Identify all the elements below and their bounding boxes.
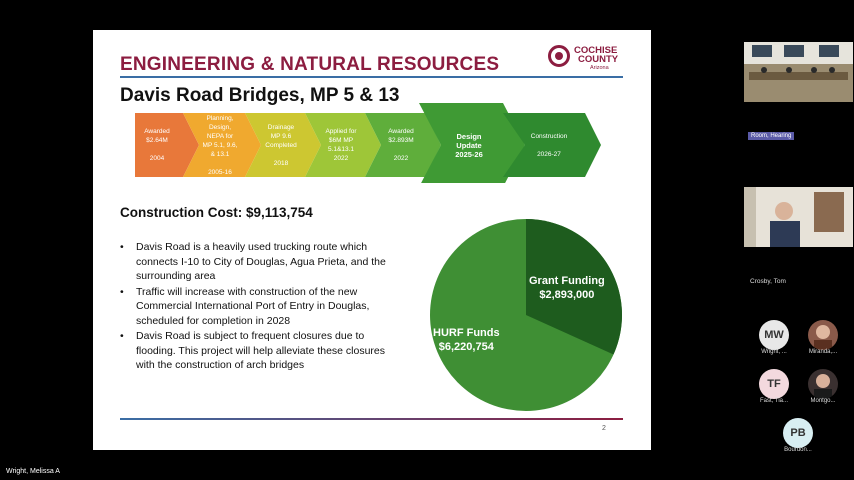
- participant-name: Wright, ...: [761, 349, 787, 355]
- bullet-list: [120, 240, 406, 373]
- room-name-tag: Room, Hearing: [748, 132, 794, 140]
- participant-avatar-photo[interactable]: [808, 369, 838, 399]
- pie-label-hurf: [433, 326, 500, 354]
- logo-emblem-icon: [548, 45, 570, 67]
- participant-avatar-photo[interactable]: [808, 320, 838, 350]
- timeline-step-label: [434, 113, 504, 177]
- timeline-step-line: Awarded: [144, 128, 170, 135]
- slide-subtitle: Davis Road Bridges, MP 5 & 13: [120, 85, 400, 106]
- timeline-step-line: $2.64M: [146, 137, 168, 144]
- title-rule: [120, 76, 623, 78]
- page-number: 2: [602, 425, 606, 432]
- construction-cost: Construction Cost: $9,113,754: [120, 205, 313, 220]
- presenter-video-frame: [744, 187, 853, 247]
- timeline-step-line: 5.1&13.1: [327, 146, 355, 153]
- timeline-step-line: & 13.1: [210, 150, 230, 158]
- presenter-video-tile[interactable]: [744, 187, 853, 247]
- timeline-step-line: Design: [456, 131, 482, 141]
- bullet-item: • Davis Road is subject to frequent closures due to flooding. This project will help alleviate these closures with the construction of arch bridges: [136, 329, 406, 373]
- timeline-step-line: $6M MP: [328, 137, 354, 144]
- timeline-step-line: Awarded: [388, 128, 414, 135]
- avatar-initials: PB: [790, 427, 806, 439]
- timeline-step-label: [190, 113, 250, 177]
- timeline-step-line: Construction: [530, 132, 568, 140]
- timeline-step-label: [127, 113, 187, 177]
- timeline-step-line: Planning,: [206, 114, 234, 122]
- participant-avatar-tf[interactable]: [759, 369, 789, 399]
- funding-pie-chart: [429, 218, 623, 412]
- timeline-step-line: Drainage: [267, 123, 295, 131]
- timeline-step-line: MP 9.6: [270, 132, 292, 140]
- presenter-name: Crosby, Tom: [750, 278, 786, 285]
- timeline-step-line: 2022: [333, 155, 349, 162]
- participant-name: Bourdon...: [784, 447, 812, 453]
- grant-value: $2,893,000: [539, 289, 595, 301]
- avatar-initials: MW: [764, 329, 784, 341]
- shared-slide: [93, 30, 651, 450]
- avatar-initials: TF: [767, 378, 781, 390]
- pie-label-grant: [529, 274, 605, 302]
- cochise-county-logo: [548, 43, 628, 73]
- timeline-step-line: 2004: [149, 155, 165, 162]
- timeline-step-label: [251, 113, 311, 177]
- bottom-rule: [120, 418, 623, 420]
- bullet-item: • Traffic will increase with construction of the new Commercial International Port of Entry in Douglas, scheduled for completion in 2028: [136, 285, 406, 329]
- self-name-label: Wright, Melissa A: [6, 468, 60, 475]
- timeline-step-line: $2.893M: [388, 137, 414, 144]
- timeline-step-line: 2018: [273, 159, 289, 167]
- timeline-step-line: [280, 150, 282, 159]
- participant-photo: [808, 369, 838, 399]
- timeline-step-line: Design,: [208, 123, 232, 131]
- timeline-step-line: MP 5.1, 9.6,: [202, 141, 238, 149]
- bullet-item: • Davis Road is a heavily used trucking route which connects I-10 to City of Douglas, Agua Prieta, and the surrounding area: [136, 240, 406, 284]
- timeline-step-line: [219, 159, 221, 168]
- hurf-value: $6,220,754: [438, 341, 494, 353]
- room-video-frame: [744, 42, 853, 102]
- logo-line-1: COCHISE: [574, 45, 618, 56]
- timeline-step-label: [519, 113, 579, 177]
- timeline-step-line: [548, 141, 550, 150]
- participant-name: Miranda,...: [808, 349, 838, 355]
- room-video-tile[interactable]: [744, 42, 853, 102]
- timeline-step-line: [400, 145, 402, 154]
- grant-label: Grant Funding: [529, 275, 605, 287]
- timeline-step-line: Update: [456, 140, 482, 150]
- logo-subtext: Arizona: [590, 65, 609, 71]
- timeline-step-label: [371, 113, 431, 177]
- timeline-step-line: [156, 145, 158, 154]
- logo-text: [574, 46, 618, 64]
- timeline-step-line: 2022: [393, 155, 409, 162]
- timeline-step-label: [311, 113, 371, 177]
- participant-avatar-mw[interactable]: [759, 320, 789, 350]
- timeline-step-line: 2025-26: [455, 149, 483, 159]
- logo-line-2: COUNTY: [578, 54, 619, 65]
- hurf-label: HURF Funds: [433, 327, 500, 339]
- participant-photo: [808, 320, 838, 350]
- participant-avatar-pb[interactable]: [783, 418, 813, 448]
- timeline-step-line: Applied for: [325, 128, 357, 135]
- timeline-step-line: NEPA for: [206, 132, 234, 140]
- participant-name: Montgo...: [810, 398, 836, 404]
- slide-title: ENGINEERING & NATURAL RESOURCES: [120, 54, 500, 75]
- timeline-step-line: 2005-16: [208, 168, 232, 176]
- timeline-step-line: Completed: [265, 141, 297, 149]
- participant-name: Fast, Tia...: [759, 398, 788, 404]
- timeline-step-line: 2026-27: [537, 150, 561, 158]
